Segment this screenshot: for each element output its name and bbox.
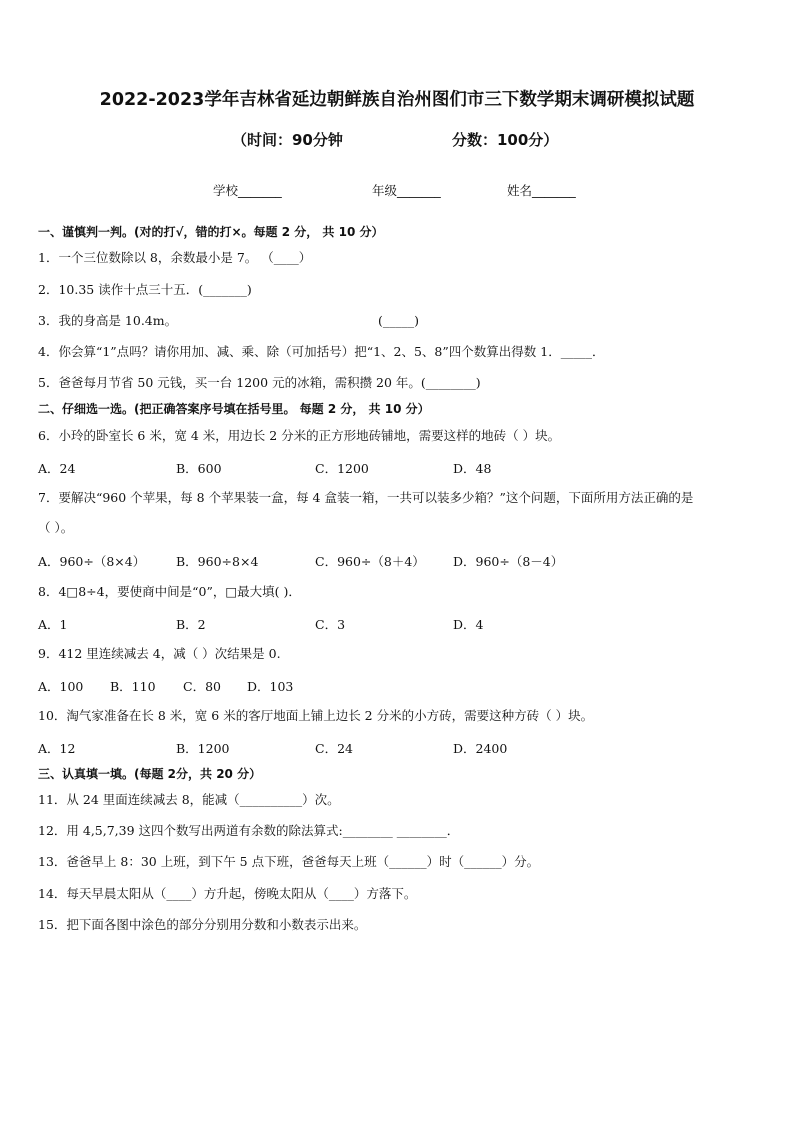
q9-option-b[interactable]: B．110 (110, 679, 156, 694)
section-3-heading: 三、认真填一填。(每题 2分，共 20 分） (38, 767, 262, 781)
question-4: 4．你会算“1”点吗？请你用加、减、乘、除（可加括号）把“1、2、5、8”四个数算出得数 1．_____． (38, 344, 605, 359)
question-1: 1．一个三位数除以 8，余数最小是 7。 （____） (38, 250, 312, 265)
q6-option-c[interactable]: C．1200 (315, 461, 369, 476)
page-title: 2022-2023学年吉林省延边朝鲜族自治州图们市三下数学期末调研模拟试题 (99, 90, 695, 110)
q9-option-c[interactable]: C．80 (183, 679, 221, 694)
q8-option-b[interactable]: B．2 (176, 617, 206, 632)
question-7-cont: （ ）。 (38, 520, 74, 535)
q6-option-d[interactable]: D．48 (453, 461, 492, 476)
question-3: 3．我的身高是 10.4m。 (38, 313, 178, 328)
q7-option-b[interactable]: B．960÷8×4 (176, 554, 259, 569)
school-field[interactable]: 学校_______ (213, 183, 282, 198)
q10-option-a[interactable]: A．12 (38, 741, 76, 756)
question-13: 13．爸爸早上 8：30 上班，到下午 5 点下班，爸爸每天上班（______）时（______）分。 (38, 854, 540, 869)
name-field[interactable]: 姓名_______ (507, 183, 576, 198)
question-10: 10．淘气家准备在长 8 米，宽 6 米的客厅地面上铺上边长 2 分米的小方砖，需要这种方砖（ ）块。 (38, 708, 594, 723)
q8-option-a[interactable]: A．1 (38, 617, 68, 632)
q8-option-d[interactable]: D．4 (453, 617, 484, 632)
exam-score: 分数：100分） (452, 131, 559, 149)
q7-option-c[interactable]: C．960÷（8＋4） (315, 554, 425, 569)
question-14: 14．每天早晨太阳从（____）方升起，傍晚太阳从（____）方落下。 (38, 886, 417, 901)
q10-option-c[interactable]: C．24 (315, 741, 353, 756)
question-11: 11．从 24 里面连续减去 8，能减（__________）次。 (38, 792, 340, 807)
q7-option-a[interactable]: A．960÷（8×4） (38, 554, 146, 569)
section-2-heading: 二、仔细选一选。(把正确答案序号填在括号里。 每题 2 分， 共 10 分） (38, 402, 430, 416)
question-6: 6．小玲的卧室长 6 米，宽 4 米，用边长 2 分米的正方形地砖铺地，需要这样的地砖（ ）块。 (38, 428, 561, 443)
question-2: 2．10.35 读作十点三十五．(_______) (38, 282, 252, 297)
q10-option-b[interactable]: B．1200 (176, 741, 230, 756)
question-15: 15．把下面各图中涂色的部分分别用分数和小数表示出来。 (38, 917, 367, 932)
q9-option-a[interactable]: A．100 (38, 679, 84, 694)
grade-field[interactable]: 年级_______ (372, 183, 441, 198)
question-5: 5．爸爸每月节省 50 元钱，买一台 1200 元的冰箱，需积攒 20 年。(________) (38, 375, 481, 390)
q7-option-d[interactable]: D．960÷（8－4） (453, 554, 564, 569)
question-9: 9．412 里连续减去 4，减（ ）次结果是 0. (38, 646, 281, 661)
q6-option-b[interactable]: B．600 (176, 461, 222, 476)
question-8: 8．4□8÷4，要使商中间是“0”，□最大填( )． (38, 584, 301, 599)
question-7: 7．要解决“960 个苹果，每 8 个苹果装一盒，每 4 盒装一箱，一共可以装多少箱？”这个问题，下面所用方法正确的是 (38, 490, 694, 505)
question-12: 12．用 4,5,7,39 这四个数写出两道有余数的除法算式:________ ________． (38, 823, 460, 838)
exam-time: （时间：90分钟 (232, 131, 343, 149)
q6-option-a[interactable]: A．24 (38, 461, 76, 476)
question-3-blank[interactable]: (_____) (378, 313, 420, 328)
q9-option-d[interactable]: D．103 (247, 679, 294, 694)
q10-option-d[interactable]: D．2400 (453, 741, 508, 756)
section-1-heading: 一、谨慎判一判。(对的打√，错的打×。每题 2 分， 共 10 分） (38, 225, 384, 239)
q8-option-c[interactable]: C．3 (315, 617, 346, 632)
